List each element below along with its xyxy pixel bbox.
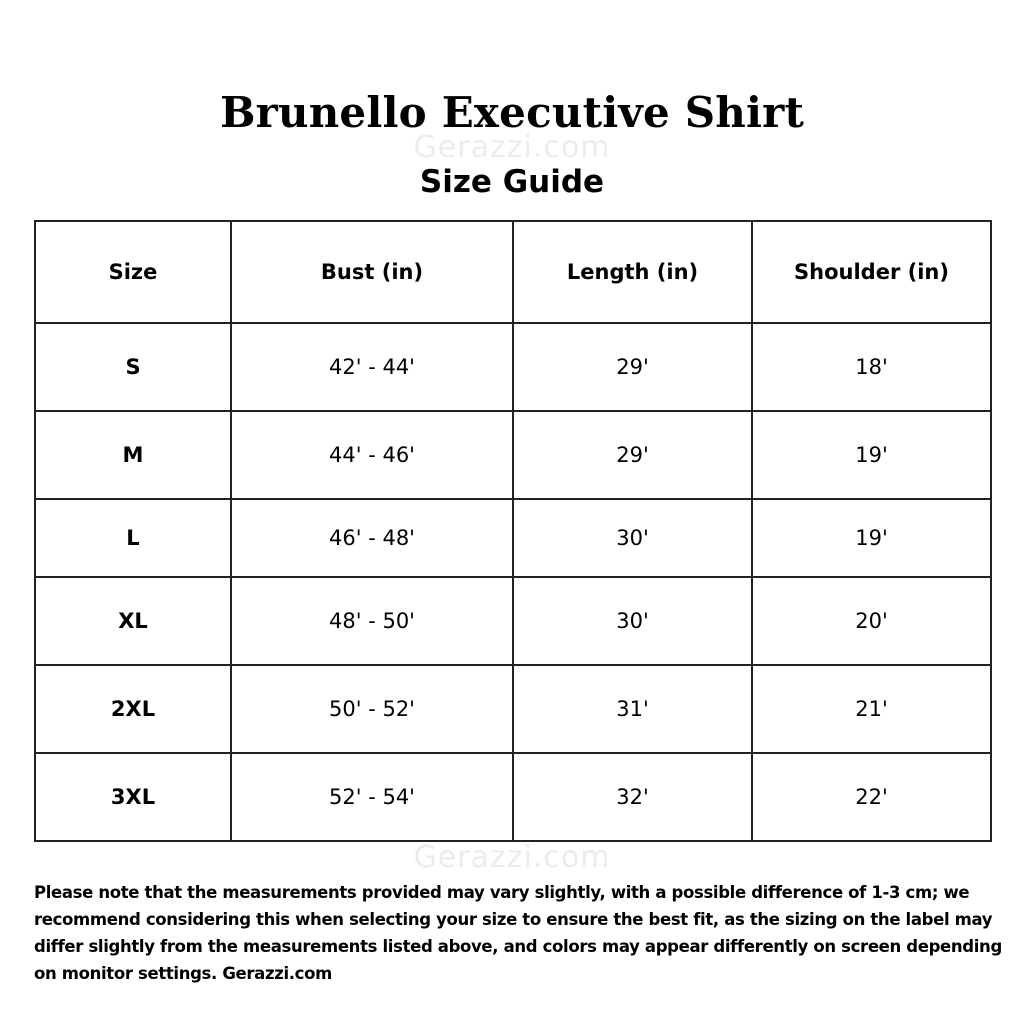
watermark-bottom: Gerazzi.com [413, 840, 611, 875]
table-header-row [35, 221, 991, 323]
table-row [35, 753, 991, 841]
shoulder-cell: 19' [752, 499, 991, 577]
header-length: Length (in) [513, 221, 752, 323]
length-cell: 30' [513, 499, 752, 577]
bust-cell: 44' - 46' [231, 411, 513, 499]
shoulder-cell: 20' [752, 577, 991, 665]
table-row [35, 577, 991, 665]
size-cell: XL [35, 577, 231, 665]
length-cell: 29' [513, 411, 752, 499]
header-shoulder: Shoulder (in) [752, 221, 991, 323]
length-cell: 30' [513, 577, 752, 665]
size-cell: 2XL [35, 665, 231, 753]
header-bust: Bust (in) [231, 221, 513, 323]
page-title: Brunello Executive Shirt [219, 88, 805, 137]
shoulder-cell: 21' [752, 665, 991, 753]
bust-cell: 42' - 44' [231, 323, 513, 411]
header-size: Size [35, 221, 231, 323]
length-cell: 31' [513, 665, 752, 753]
page-subtitle: Size Guide [419, 164, 605, 200]
size-cell: 3XL [35, 753, 231, 841]
size-table [34, 220, 992, 842]
shoulder-cell: 18' [752, 323, 991, 411]
size-cell: M [35, 411, 231, 499]
size-cell: L [35, 499, 231, 577]
bust-cell: 50' - 52' [231, 665, 513, 753]
bust-cell: 48' - 50' [231, 577, 513, 665]
table-row [35, 411, 991, 499]
shoulder-cell: 19' [752, 411, 991, 499]
measurement-note: Please note that the measurements provided may vary slightly, with a possible difference of 1-3 cm; we recommend considering this when selecting your size to ensure the best fit, as the sizing on the label may differ slightly from the measurements listed above, and colors may appear differently on screen depending on monitor settings. Gerazzi.com [34, 883, 1002, 983]
bust-cell: 46' - 48' [231, 499, 513, 577]
table-row [35, 665, 991, 753]
bust-cell: 52' - 54' [231, 753, 513, 841]
shoulder-cell: 22' [752, 753, 991, 841]
table-row [35, 323, 991, 411]
watermark-top: Gerazzi.com [413, 130, 611, 165]
table-row [35, 499, 991, 577]
size-cell: S [35, 323, 231, 411]
length-cell: 29' [513, 323, 752, 411]
length-cell: 32' [513, 753, 752, 841]
